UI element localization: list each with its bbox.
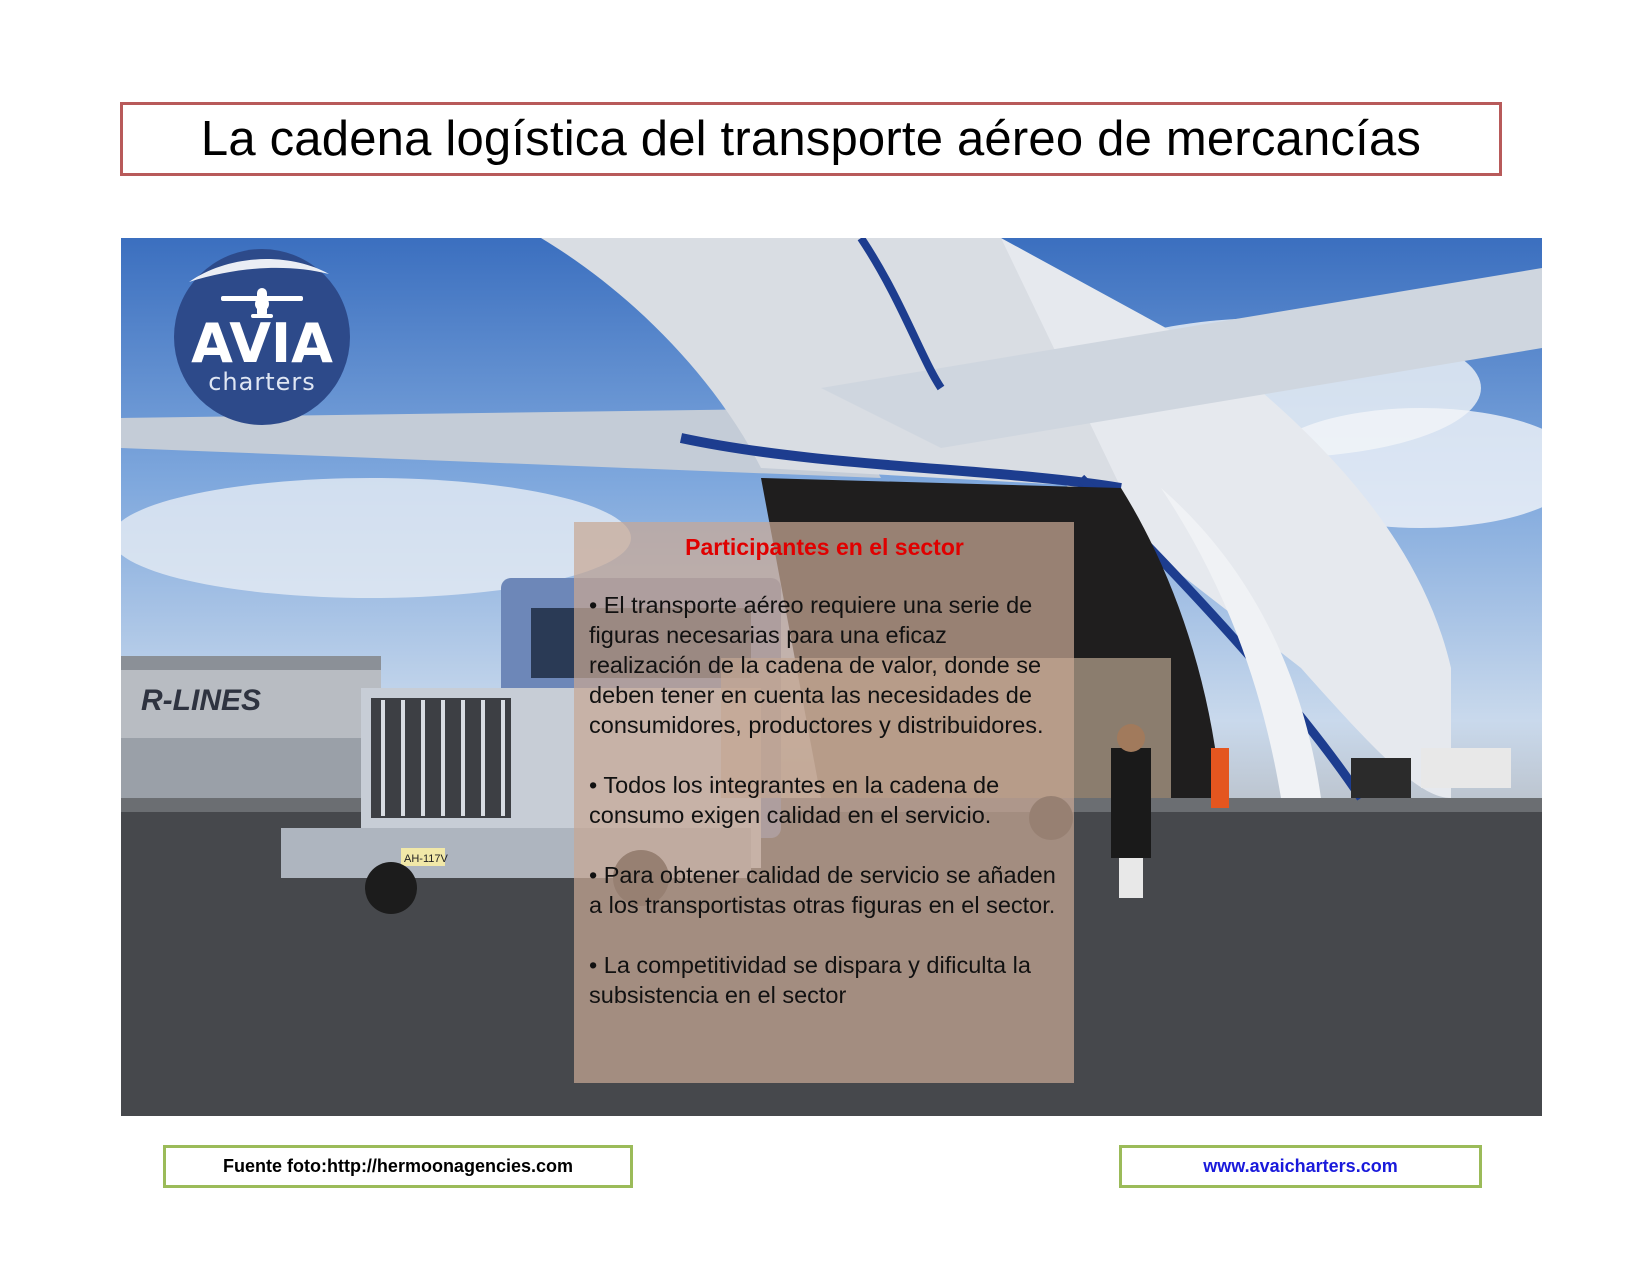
bullet-item-1: • El transporte aéreo requiere una serie de figuras necesarias para una eficaz realización de la cadena de valor, donde se deben tener en cuenta las necesidades de consumidores, productores y distribuidores. bbox=[589, 592, 1044, 738]
bullet-item-2: • Todos los integrantes en la cadena de consumo exigen calidad en el servicio. bbox=[589, 772, 1000, 828]
panel-heading: Participantes en el sector bbox=[685, 534, 964, 560]
title-box bbox=[120, 102, 1502, 176]
avia-charters-logo bbox=[169, 244, 355, 430]
logo-brand-sub: charters bbox=[208, 368, 316, 396]
page-title: La cadena logística del transporte aéreo de mercancías bbox=[200, 112, 1422, 166]
participants-panel bbox=[574, 522, 1074, 1083]
logo-brand-main: AVIA bbox=[191, 312, 333, 375]
photo-source-text: Fuente foto:http://hermoonagencies.com bbox=[222, 1156, 573, 1176]
license-plate: AH-117V bbox=[404, 853, 448, 865]
logo-emblem bbox=[169, 244, 355, 430]
hangar-sign: R-LINES bbox=[141, 684, 261, 717]
bullet-item-3: • Para obtener calidad de servicio se añaden a los transportistas otras figuras en el sector. bbox=[589, 862, 1056, 918]
website-link[interactable]: www.avaicharters.com bbox=[1203, 1156, 1398, 1176]
photo-source-box bbox=[163, 1145, 633, 1188]
bullet-item-4: • La competitividad se dispara y dificulta la subsistencia en el sector bbox=[589, 952, 1031, 1008]
website-box[interactable] bbox=[1119, 1145, 1482, 1188]
